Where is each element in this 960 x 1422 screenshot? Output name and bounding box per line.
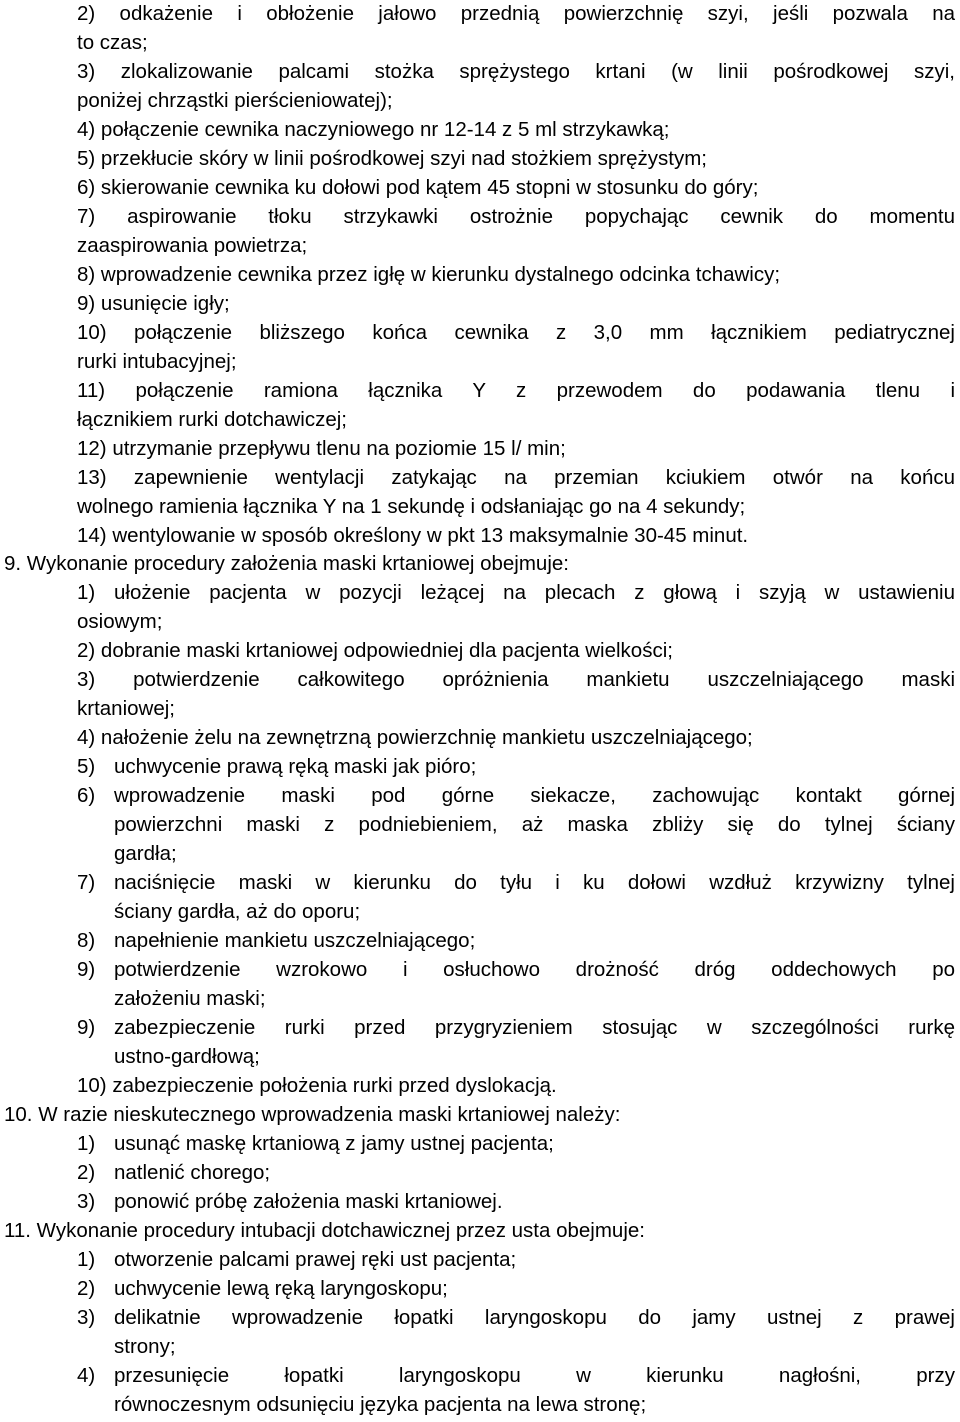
- item-number: 9): [77, 958, 96, 981]
- item-number: 9): [77, 1016, 96, 1039]
- item-number: 2): [77, 1277, 96, 1300]
- text-line: ściany gardła, aż do oporu;: [114, 900, 361, 923]
- text-line: 2) dobranie maski krtaniowej odpowiedniej dla pacjenta wielkości;: [77, 639, 673, 662]
- text-line: to czas;: [77, 31, 148, 54]
- item-number: 5): [77, 755, 96, 778]
- text-line: rurki intubacyjnej;: [77, 350, 237, 373]
- text-line: 6) skierowanie cewnika ku dołowi pod kątem 45 stopni w stosunku do góry;: [77, 176, 759, 199]
- text-line: powierzchni maski z podniebieniem, aż maska zbliży się do tylnej ściany: [114, 813, 955, 836]
- text-line: poniżej chrząstki pierścieniowatej);: [77, 89, 393, 112]
- text-line: napełnienie mankietu uszczelniającego;: [114, 929, 476, 952]
- text-line: 14) wentylowanie w sposób określony w pkt 13 maksymalnie 30-45 minut.: [77, 524, 749, 547]
- text-line: ustno-gardłową;: [114, 1045, 260, 1068]
- text-line: usunąć maskę krtaniową z jamy ustnej pacjenta;: [114, 1132, 554, 1155]
- item-number: 4): [77, 1364, 96, 1387]
- item-number: 7): [77, 871, 96, 894]
- item-number: 8): [77, 929, 96, 952]
- text-line: 2) odkażenie i obłożenie jałowo przednią powierzchnię szyi, jeśli pozwala na: [77, 2, 955, 25]
- section-heading: 11. Wykonanie procedury intubacji dotchawicznej przez usta obejmuje:: [4, 1219, 645, 1242]
- text-line: uchwycenie prawą ręką maski jak pióro;: [114, 755, 477, 778]
- text-line: 3) zlokalizowanie palcami stożka sprężystego krtani (w linii pośrodkowej szyi,: [77, 60, 955, 83]
- text-line: równoczesnym odsunięciu języka pacjenta na lewa stronę;: [114, 1393, 647, 1416]
- item-number: 6): [77, 784, 96, 807]
- text-line: 13) zapewnienie wentylacji zatykając na przemian kciukiem otwór na końcu: [77, 466, 955, 489]
- item-number: 1): [77, 1248, 96, 1271]
- text-line: łącznikiem rurki dotchawiczej;: [77, 408, 348, 431]
- text-line: wolnego ramienia łącznika Y na 1 sekundę i odsłaniając go na 4 sekundy;: [77, 495, 746, 518]
- text-line: zabezpieczenie rurki przed przygryzieniem stosując w szczególności rurkę: [114, 1016, 955, 1039]
- text-line: 7) aspirowanie tłoku strzykawki ostrożnie popychając cewnik do momentu: [77, 205, 955, 228]
- text-line: 12) utrzymanie przepływu tlenu na poziomie 15 l/ min;: [77, 437, 566, 460]
- text-line: 9) usunięcie igły;: [77, 292, 230, 315]
- text-line: potwierdzenie wzrokowo i osłuchowo drożność dróg oddechowych po: [114, 958, 955, 981]
- text-line: 10) zabezpieczenie położenia rurki przed dyslokacją.: [77, 1074, 557, 1097]
- text-line: strony;: [114, 1335, 176, 1358]
- text-line: wprowadzenie maski pod górne siekacze, zachowując kontakt górnej: [114, 784, 955, 807]
- text-line: 11) połączenie ramiona łącznika Y z przewodem do podawania tlenu i: [77, 379, 955, 402]
- section-heading: 9. Wykonanie procedury założenia maski krtaniowej obejmuje:: [4, 552, 569, 575]
- text-line: delikatnie wprowadzenie łopatki laryngoskopu do jamy ustnej z prawej: [114, 1306, 955, 1329]
- text-line: krtaniowej;: [77, 697, 175, 720]
- text-line: natlenić chorego;: [114, 1161, 271, 1184]
- text-line: ponowić próbę założenia maski krtaniowej.: [114, 1190, 503, 1213]
- text-line: 4) połączenie cewnika naczyniowego nr 12-14 z 5 ml strzykawką;: [77, 118, 670, 141]
- item-number: 3): [77, 1190, 96, 1213]
- text-line: 1) ułożenie pacjenta w pozycji leżącej na plecach z głową i szyją w ustawieniu: [77, 581, 955, 604]
- text-line: 5) przekłucie skóry w linii pośrodkowej szyi nad stożkiem sprężystym;: [77, 147, 708, 170]
- item-number: 3): [77, 1306, 96, 1329]
- text-line: 4) nałożenie żelu na zewnętrzną powierzchnię mankietu uszczelniającego;: [77, 726, 753, 749]
- text-line: 10) połączenie bliższego końca cewnika z 3,0 mm łącznikiem pediatrycznej: [77, 321, 955, 344]
- text-line: 8) wprowadzenie cewnika przez igłę w kierunku dystalnego odcinka tchawicy;: [77, 263, 781, 286]
- text-line: uchwycenie lewą ręką laryngoskopu;: [114, 1277, 448, 1300]
- text-line: osiowym;: [77, 610, 163, 633]
- text-line: naciśnięcie maski w kierunku do tyłu i ku dołowi wzdłuż krzywizny tylnej: [114, 871, 955, 894]
- text-line: przesunięcie łopatki laryngoskopu w kierunku nagłośni, przy: [114, 1364, 955, 1387]
- text-line: otworzenie palcami prawej ręki ust pacjenta;: [114, 1248, 517, 1271]
- text-line: zaaspirowania powietrza;: [77, 234, 308, 257]
- item-number: 2): [77, 1161, 96, 1184]
- text-line: założeniu maski;: [114, 987, 266, 1010]
- text-line: 3) potwierdzenie całkowitego opróżnienia mankietu uszczelniającego maski: [77, 668, 955, 691]
- text-line: gardła;: [114, 842, 177, 865]
- item-number: 1): [77, 1132, 96, 1155]
- section-heading: 10. W razie nieskutecznego wprowadzenia maski krtaniowej należy:: [4, 1103, 621, 1126]
